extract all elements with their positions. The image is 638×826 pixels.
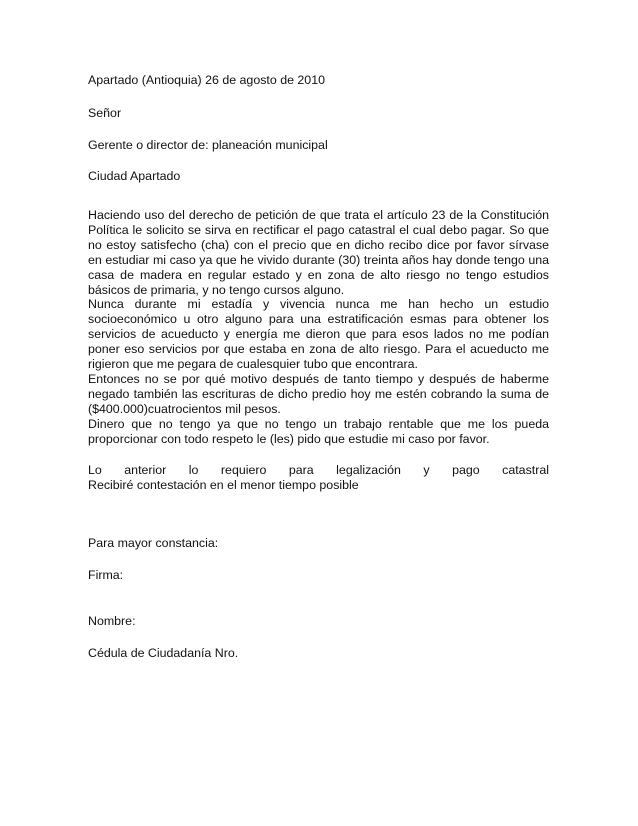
body-paragraph-1: Haciendo uso del derecho de petición de que trata el artículo 23 de la Constitución Política le solicito se sirva en rectificar el pago catastral el cual debo pagar. So que no estoy satisfecho (cha) con el precio que en dicho recibo dice por favor sírvase en estudiar mi caso ya que he vivido durante (30) treinta años hay donde tengo una casa de madera en regular estado y en zona de alto riesgo no tengo estudios básicos de primaria, y no tengo cursos alguno. xyxy=(88,208,549,297)
constancia-line: Para mayor constancia: xyxy=(88,536,219,550)
nombre-line: Nombre: xyxy=(88,614,136,628)
body-paragraph-4: Dinero que no tengo ya que no tengo un trabajo rentable que me los pueda proporcionar con todo respeto le (les) pido que estudie mi caso por favor. xyxy=(88,416,549,446)
recipient-line: Gerente o director de: planeación municipal xyxy=(88,138,328,152)
request-word: Lo xyxy=(88,463,102,477)
request-word: catastral xyxy=(502,463,549,477)
body-paragraph-2: Nunca durante mi estadía y vivencia nunca me han hecho un estudio socioeconómico u otro alguno para una estratificación esmas para obtener los servicios de acueducto y energía me dieron que para esos lados no me podían poner eso servicios por que estaba en zona de alto riesgo. Para el acueducto me rigieron que me pegara de cualesquier tubo que encontrara. xyxy=(88,297,549,372)
request-word: para xyxy=(288,463,314,477)
request-word: legalización xyxy=(336,463,401,477)
firma-line: Firma: xyxy=(88,568,124,582)
request-word: pago xyxy=(452,463,480,477)
request-word: anterior xyxy=(124,463,167,477)
request-word: y xyxy=(423,463,430,477)
letter-body xyxy=(88,208,549,447)
request-word: requiero xyxy=(220,463,267,477)
closing-block xyxy=(88,463,549,493)
request-word: lo xyxy=(188,463,199,477)
reply-line: Recibiré contestación en el menor tiempo posible xyxy=(88,478,359,492)
body-paragraph-3: Entonces no se por qué motivo después de tanto tiempo y después de haberme negado también las escrituras de dicho predio hoy me estén cobrando la suma de ($400.000)cuatrocientos mil pesos. xyxy=(88,371,549,416)
city-line: Ciudad Apartado xyxy=(88,169,181,183)
cedula-line: Cédula de Ciudadanía Nro. xyxy=(88,646,239,660)
salutation-line: Señor xyxy=(88,106,122,120)
request-line xyxy=(88,463,549,478)
place-date-line: Apartado (Antioquia) 26 de agosto de 2010 xyxy=(88,73,325,87)
